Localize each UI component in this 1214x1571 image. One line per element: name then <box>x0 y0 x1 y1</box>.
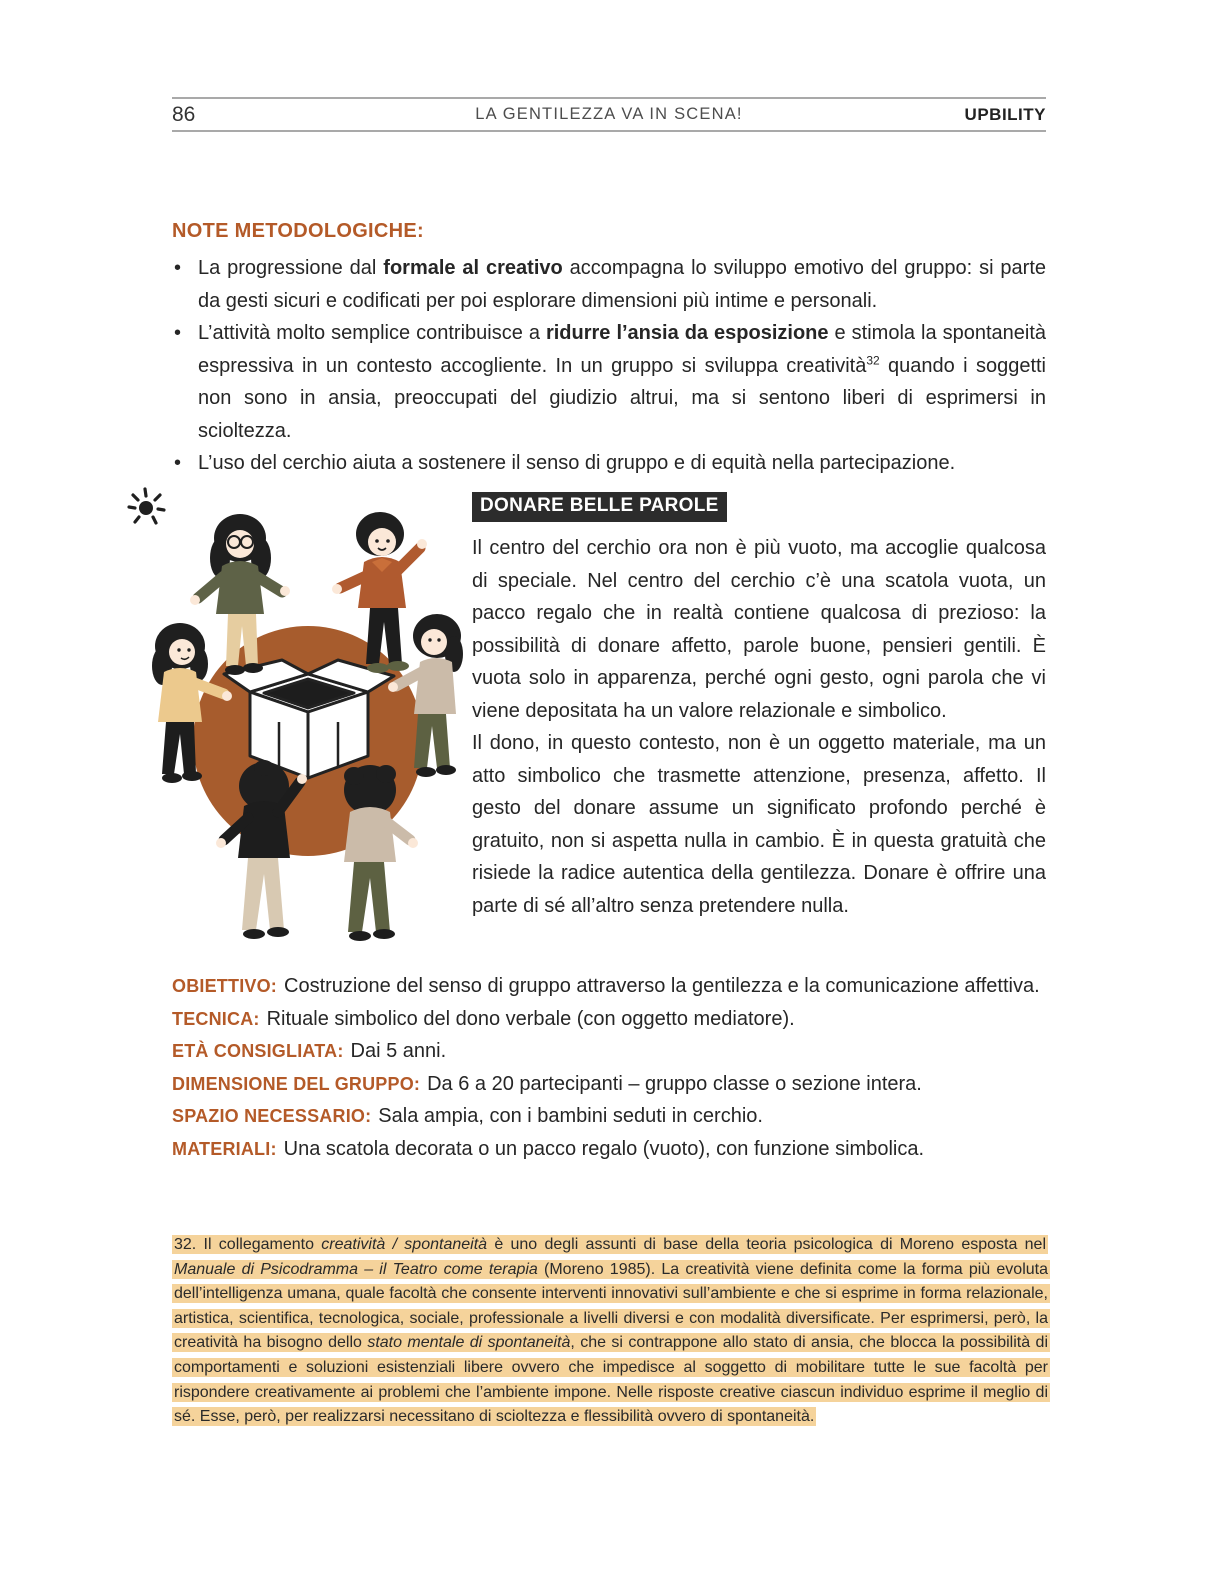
list-item <box>172 317 1046 447</box>
meta-materials <box>172 1133 1046 1166</box>
activity-paragraph: Il centro del cerchio ora non è più vuoto, ma accoglie qualcosa di speciale. Nel centro del cerchio c’è una scatola vuota, un pacco regalo che in realtà contiene qualcosa di prezioso: la possibilità di donare affetto, parole buone, pensieri gentili. È vuota solo in apparenza, perché ogni gesto, ogni parola che vi viene depositata ha un valore relazionale e simbolico. <box>472 537 1046 722</box>
activity-meta <box>172 970 1046 1165</box>
sun-icon <box>126 486 166 526</box>
meta-value: Costruzione del senso di gruppo attraverso la gentilezza e la comunicazione affettiva. <box>284 975 1040 997</box>
meta-value: Rituale simbolico del dono verbale (con oggetto mediatore). <box>266 1007 795 1030</box>
page-number: 86 <box>172 102 196 126</box>
activity-title: DONARE BELLE PAROLE <box>472 492 727 522</box>
bullet-text: L’uso del cerchio aiuta a sostenere il senso di gruppo e di equità nella partecipazione. <box>198 452 956 474</box>
meta-group-size <box>172 1068 1046 1101</box>
meta-label: DIMENSIONE DEL GRUPPO: <box>172 1073 421 1094</box>
notes-heading: NOTE METODOLOGICHE: <box>172 220 424 242</box>
page-header <box>172 97 1046 132</box>
publisher-brand: UPBILITY <box>964 104 1046 124</box>
activity-heading-row <box>172 492 1046 526</box>
meta-technique <box>172 1003 1046 1036</box>
bullet-text: La progressione dal formale al creativo accompagna lo sviluppo emotivo del gruppo: si parte da gesti sicuri e codificati per poi esplorare dimensioni più intime e personali. <box>198 257 1047 312</box>
list-item <box>172 447 1046 480</box>
meta-label: SPAZIO NECESSARIO: <box>172 1106 372 1126</box>
meta-objective <box>172 970 1046 1003</box>
meta-label: OBIETTIVO: <box>172 976 277 996</box>
meta-label: MATERIALI: <box>172 1138 277 1159</box>
meta-value: Da 6 a 20 partecipanti – gruppo classe o sezione intera. <box>427 1072 922 1095</box>
meta-value: Una scatola decorata o un pacco regalo (vuoto), con funzione simbolica. <box>283 1137 925 1160</box>
footnote <box>172 1233 1050 1430</box>
meta-value: Dai 5 anni. <box>350 1040 447 1062</box>
group-around-box-drawing <box>132 492 472 970</box>
list-item <box>172 252 1046 317</box>
activity-paragraph: Il dono, in questo contesto, non è un oggetto materiale, ma un atto simbolico che trasmette attenzione, presenza, affetto. Il gesto del donare assume un significato profondo perché è gratuito, non si aspetta nulla in cambio. È in questa gratuità che risiede la radice autentica della gentilezza. Donare è offrire una parte di sé all’altro senza pretendere nulla. <box>472 732 1046 917</box>
meta-label: TECNICA: <box>172 1008 260 1029</box>
methodological-notes-list <box>172 252 1046 480</box>
meta-age <box>172 1035 1046 1068</box>
footnote-highlighted-text: 32. Il collegamento creatività / spontaneità è uno degli assunti di base della teoria psicologica di Moreno esposta nel Manuale di Psicodramma – il Teatro come terapia (Moreno 1985). La creatività viene definita come la forma più evoluta dell’intelligenza umana, quale facoltà che consente interventi innovativi sull’ambiente e che si esprime in forma relazionale, artistica, scientifica, tecnologica, sociale, professionale a livelli diversi e con modalità diversificate. Per esprimersi, però, la creatività ha bisogno dello stato mentale di spontaneità, che si contrappone allo stato di ansia, che blocca la possibilità di comportamenti e soluzioni esistenziali libere ovvero che impedisce al soggetto di mobilitare tutte le sue facoltà per rispondere creativamente ai problemi che l’ambiente impone. Nelle risposte creative ciascun individuo esprime il meglio di sé. Esse, però, per realizzarsi necessitano di scioltezza e flessibilità ovvero di spontaneità. <box>174 1236 1048 1426</box>
meta-value: Sala ampia, con i bambini seduti in cerchio. <box>378 1105 763 1127</box>
people-circle-illustration <box>132 492 472 970</box>
meta-space <box>172 1100 1046 1133</box>
bullet-text: L’attività molto semplice contribuisce a ridurre l’ansia da esposizione e stimola la spontaneità espressiva in un contesto accogliente. In un gruppo si sviluppa creatività$^{32}$ quando i soggetti non sono in ansia, preoccupati del giudizio altrui, ma si sentono liberi di esprimersi in scioltezza. <box>198 322 1047 442</box>
meta-label: ETÀ CONSIGLIATA: <box>172 1041 344 1061</box>
activity-section <box>172 492 1046 1165</box>
running-title: LA GENTILEZZA VA IN SCENA! <box>475 105 743 123</box>
